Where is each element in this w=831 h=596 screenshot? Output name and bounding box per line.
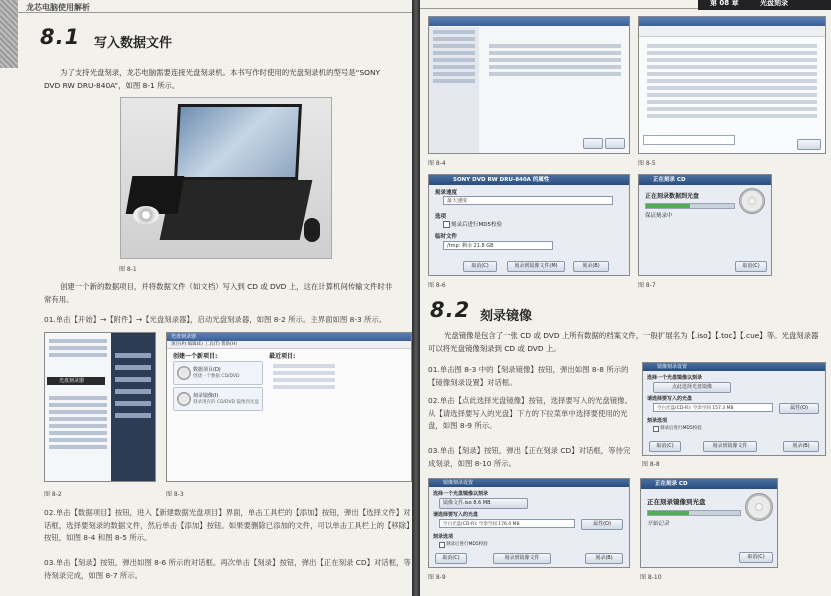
burn-image-button[interactable] <box>173 387 263 411</box>
progress-fill <box>646 204 690 208</box>
cancel-button[interactable]: 取消(C) <box>649 441 681 452</box>
dialog-title: 镜像刻录设置 <box>429 479 629 487</box>
data-project-button[interactable] <box>173 361 263 385</box>
progress-fill <box>648 511 689 515</box>
burn-button[interactable]: 刻录(B) <box>783 441 819 452</box>
options-label: 选项 <box>435 214 447 220</box>
figure-caption: 图 8-3 <box>166 491 184 498</box>
running-head: 龙芯电脑使用解析 <box>26 3 90 12</box>
figure-caption: 图 8-10 <box>640 574 662 581</box>
sidebar-row <box>433 58 475 62</box>
figure-image-burn-selected <box>428 478 630 568</box>
menu-row <box>49 410 107 414</box>
section-number: 8.1 <box>40 25 81 49</box>
burn-button[interactable]: 刻录(B) <box>585 553 623 564</box>
page-corner-pattern <box>0 0 18 68</box>
cancel-button[interactable]: 取消(C) <box>739 552 773 563</box>
burn-to-image-button[interactable]: 刻录到镜像文件 <box>493 553 551 564</box>
figure-caption: 图 8-1 <box>119 266 137 273</box>
paragraph: 光盘镜像是包含了一张 CD 或 DVD 上所有数据的档案文件，一般扩展名为【.iso】【.toc】【.cue】等。光盘刻录器可以将光盘镜像刻录到 CD 或 DVD 上。 <box>428 331 819 353</box>
md5-checkbox-label: 刻录后进行MD5校验 <box>446 542 488 547</box>
step-text: 03.单击【刻录】按钮，弹出如图 8-6 所示的对话框。再次单击【刻录】按钮，弹出【正在刻录 CD】对话框，等待刻录完成，如图 8-7 所示。 <box>44 558 411 580</box>
menu-row <box>49 445 107 449</box>
properties-button[interactable]: 属性(O) <box>779 403 819 414</box>
file-row <box>647 86 817 90</box>
burn-to-image-button[interactable]: 刻录到镜像文件(M) <box>507 261 565 272</box>
file-row <box>647 65 817 69</box>
file-row <box>489 44 621 48</box>
disc-icon <box>177 366 191 380</box>
file-row <box>489 65 621 69</box>
file-row <box>647 100 817 104</box>
select-disc-label: 请选择要写入的光盘 <box>433 512 479 518</box>
section-title: 写入数据文件 <box>94 36 173 51</box>
options-label: 刻录选项 <box>647 418 668 424</box>
file-row <box>647 79 817 83</box>
burn-button[interactable]: 刻录(B) <box>573 261 609 272</box>
burn-button[interactable] <box>797 139 821 150</box>
file-row <box>647 107 817 111</box>
left-page <box>0 0 412 596</box>
button-sublabel: 刻录现有的 CD/DVD 镜像到光盘 <box>193 400 259 405</box>
menu-row <box>49 417 107 421</box>
step-text: 02.单击【点此选择光盘镜像】按钮，选择要写入的光盘镜像。从【请选择要写入的光盘】下方的下拉菜单中选择要使用的光盘，如图 8-9 所示。 <box>428 396 632 430</box>
menu-row <box>115 389 151 394</box>
select-disc-label: 请选择要写入的光盘 <box>647 396 693 402</box>
cancel-button[interactable] <box>583 138 603 149</box>
sidebar-row <box>433 79 475 83</box>
title-bar <box>429 17 629 26</box>
file-row <box>647 72 817 76</box>
menu-row <box>49 424 107 428</box>
select-image-label: 选择一个光盘镜像以刻录 <box>647 375 703 381</box>
step-text: 01.单击【开始】→【附件】→【光盘刻录器】，启动光盘刻录器，如图 8-2 所示。主界面如图 8-3 所示。 <box>44 315 387 324</box>
step-text: 03.单击【刻录】按钮，弹出【正在刻录 CD】对话框，等待完成刻录，如图 8-10 所示。 <box>428 446 631 468</box>
md5-checkbox-label: 刻录后进行MD5校验 <box>451 222 502 228</box>
file-row <box>489 51 621 55</box>
select-image-button[interactable]: 点此选择光盘镜像 <box>653 382 731 393</box>
selected-image-button[interactable]: 镜像文件.iso 8.6 MB <box>439 498 528 509</box>
button-sublabel: 创建一个数据 CD/DVD <box>193 374 240 379</box>
sidebar-row <box>433 37 475 41</box>
recent-item <box>273 385 335 389</box>
burn-speed-label: 刻录速度 <box>435 190 458 196</box>
progress-bar <box>647 510 741 516</box>
menu-row <box>115 413 151 418</box>
file-row <box>647 44 817 48</box>
file-row <box>647 58 817 62</box>
progress-heading: 正在刻录镜像到光盘 <box>647 498 706 506</box>
disc-icon <box>745 493 773 521</box>
figure-caption: 图 8-7 <box>638 282 656 289</box>
button-label: 刻录镜像(I) <box>193 393 219 399</box>
recent-item <box>273 371 335 375</box>
header-rule <box>18 12 412 13</box>
sidebar-row <box>433 72 475 76</box>
menu-item-highlight: 光盘刻录器 <box>47 377 105 385</box>
cancel-button[interactable]: 取消(C) <box>463 261 497 272</box>
disc-tray <box>133 206 159 224</box>
section-title: 刻录镜像 <box>480 309 533 324</box>
sidebar-row <box>433 65 475 69</box>
disc-select[interactable]: 空白光盘(CD-R): 空余空间 157.3 MB <box>653 403 773 412</box>
menu-row <box>49 438 107 442</box>
dialog-title: 镜像刻录设置 <box>643 363 825 371</box>
file-row <box>647 93 817 97</box>
menu-row <box>49 403 107 407</box>
figure-caption: 图 8-8 <box>642 461 660 468</box>
status-text: 开始记录 <box>647 521 670 527</box>
sidebar-row <box>433 44 475 48</box>
progress-bar <box>645 203 735 209</box>
disc-icon <box>177 392 191 406</box>
laptop-keyboard <box>160 180 313 240</box>
figure-start-menu <box>44 332 156 482</box>
menu-row <box>49 339 107 343</box>
recent-item <box>273 364 335 368</box>
cancel-button[interactable]: 取消(C) <box>435 553 467 564</box>
temp-location-select[interactable]: /tmp: 剩余 21.8 GB <box>443 241 553 250</box>
button-label: 数据项目(D) <box>193 367 221 373</box>
figure-caption: 图 8-6 <box>428 282 446 289</box>
file-row <box>489 58 621 62</box>
chapter-label: 第 08 章 <box>710 0 739 7</box>
file-row <box>647 114 817 118</box>
disc-icon <box>739 188 765 214</box>
temp-files-label: 临时文件 <box>435 234 458 240</box>
dialog-title: 正在刻录 CD <box>641 479 777 489</box>
figure-caption: 图 8-5 <box>638 160 656 167</box>
dialog-title: SONY DVD RW DRU-840A 的属性 <box>429 175 629 185</box>
toolbar <box>639 26 825 37</box>
speed-select[interactable]: 最大速度 <box>443 196 613 205</box>
paragraph: 为了支持光盘刻录，龙芯电脑需要连接光盘刻录机。本书写作时使用的光盘刻录机的型号是“SONY DVD RW DRU-840A”，如图 8-1 所示。 <box>44 68 381 90</box>
menu-row <box>115 377 151 382</box>
sidebar-row <box>433 51 475 55</box>
paragraph: 创建一个新的数据项目，并将数据文件（如文档）写入到 CD 或 DVD 上，这在计算机间传输文件时非常有用。 <box>44 282 393 304</box>
figure-file-chooser <box>428 16 630 154</box>
menu-row <box>49 396 107 400</box>
start-menu-left-pane <box>45 333 111 481</box>
new-project-heading: 创建一个新项目: <box>173 353 218 360</box>
disc-selector[interactable] <box>643 135 735 145</box>
figure-burner-main <box>166 332 412 482</box>
menu-row <box>115 365 151 370</box>
dialog-title: 正在刻录 CD <box>639 175 771 185</box>
md5-checkbox[interactable] <box>439 542 445 548</box>
figure-burning-progress <box>638 174 772 276</box>
disc-select[interactable]: 空白光盘(CD-R): 空余空间 176.4 MB <box>439 519 575 528</box>
mouse <box>304 218 320 242</box>
figure-photo-burner <box>120 97 332 259</box>
laptop-screen <box>174 104 302 180</box>
right-page <box>420 0 831 596</box>
figure-caption: 图 8-4 <box>428 160 446 167</box>
md5-checkbox-label: 刻录后进行MD5校验 <box>660 426 702 431</box>
properties-button[interactable]: 属性(O) <box>581 519 623 530</box>
menu-row <box>115 353 151 358</box>
burn-to-image-button[interactable]: 刻录到镜像文件 <box>703 441 757 452</box>
recent-item <box>273 378 335 382</box>
figure-caption: 图 8-2 <box>44 491 62 498</box>
figure-image-burning <box>640 478 778 568</box>
menu-bar: 项目(P) 编辑(E) 工具(T) 帮助(H) <box>167 341 411 349</box>
select-image-label: 选择一个光盘镜像以刻录 <box>433 491 489 497</box>
figure-project-files <box>638 16 826 154</box>
step-text: 01.单击图 8-3 中的【刻录镜像】按钮，弹出如图 8-8 所示的【镜像刻录设置】对话框。 <box>428 365 629 387</box>
cancel-button[interactable]: 取消(C) <box>735 261 767 272</box>
figure-burn-properties <box>428 174 630 276</box>
chapter-title: 光盘刻录 <box>760 0 788 7</box>
figure-caption: 图 8-9 <box>428 574 446 581</box>
menu-row <box>49 431 107 435</box>
recent-heading: 最近项目: <box>269 353 296 360</box>
md5-checkbox[interactable] <box>653 426 659 432</box>
menu-row <box>49 353 107 357</box>
step-text: 02.单击【数据项目】按钮，进入【新建数据光盘项目】界面，单击工具栏的【添加】按钮，弹出【选择文件】对话框，选择要刻录的数据文件，然后单击【添加】按钮。如果要删除已添加的文件，可以单击工具栏上的【移除】按钮，如图 8-4 和图 8-5 所示。 <box>44 508 411 542</box>
book-gutter <box>412 0 420 596</box>
menu-row <box>49 346 107 350</box>
add-button[interactable] <box>605 138 625 149</box>
places-sidebar <box>429 27 479 153</box>
md5-checkbox[interactable] <box>443 221 450 228</box>
progress-heading: 正在刻录数据到光盘 <box>645 193 700 200</box>
title-bar <box>639 17 825 26</box>
file-row <box>647 51 817 55</box>
window-title: 光盘刻录器 <box>167 333 411 341</box>
section-number: 8.2 <box>430 298 471 322</box>
options-label: 刻录选项 <box>433 534 454 540</box>
file-row <box>489 72 621 76</box>
menu-row <box>115 401 151 406</box>
status-text: 保证刻录中 <box>645 213 673 219</box>
sidebar-row <box>433 30 475 34</box>
figure-image-burn-setup <box>642 362 826 456</box>
